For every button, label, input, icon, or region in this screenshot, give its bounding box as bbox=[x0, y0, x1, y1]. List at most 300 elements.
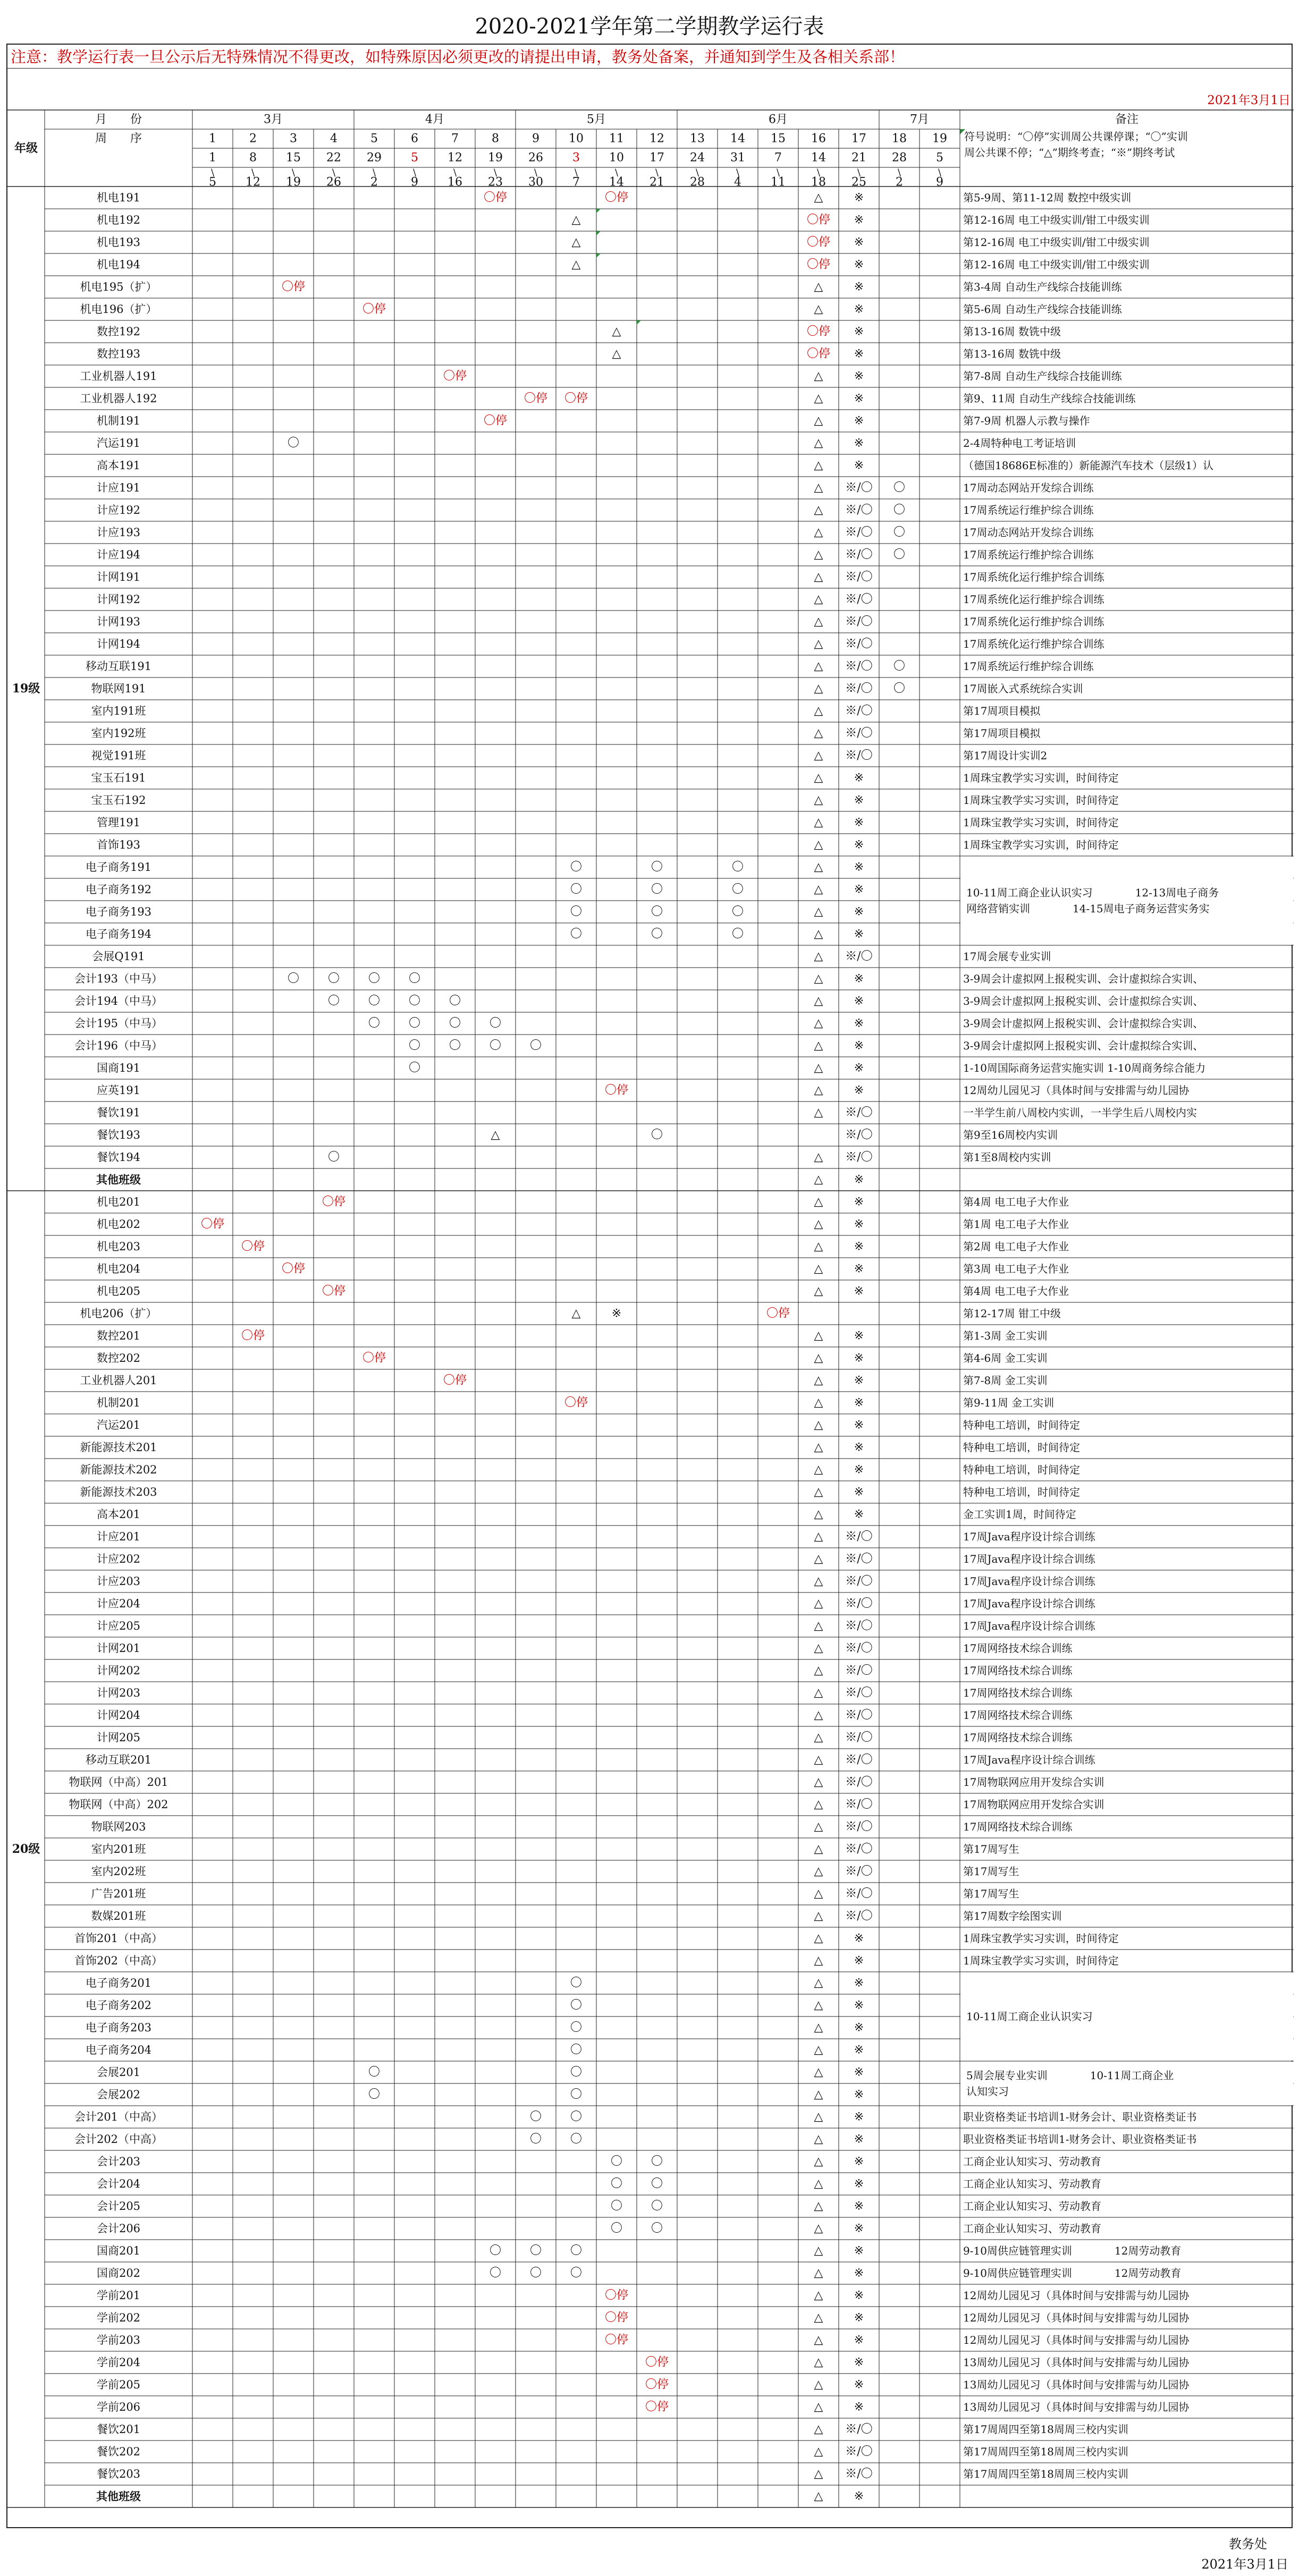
schedule-mark: ※ bbox=[854, 1418, 864, 1432]
week-start-day: 26 bbox=[528, 151, 543, 165]
schedule-mark: △ bbox=[814, 2043, 823, 2057]
class-name: 汽运191 bbox=[96, 437, 141, 450]
class-name: 汽运201 bbox=[96, 1419, 141, 1431]
schedule-mark: 〇停 bbox=[645, 2355, 669, 2369]
schedule-mark: 〇停 bbox=[443, 1374, 467, 1387]
schedule-mark: 〇停 bbox=[362, 302, 386, 316]
schedule-mark: △ bbox=[814, 1039, 823, 1053]
schedule-mark: ※/〇 bbox=[845, 2445, 873, 2459]
table-row bbox=[91, 749, 1047, 762]
schedule-mark: ※ bbox=[854, 2199, 864, 2213]
schedule-mark: 〇 bbox=[408, 1061, 421, 1075]
table-row bbox=[97, 1396, 1054, 1410]
class-name: 计应202 bbox=[96, 1553, 141, 1565]
class-name: 餐饮193 bbox=[96, 1129, 141, 1141]
legend-text: 周公共课不停；“△”期终考查；“※”期终考试 bbox=[964, 146, 1175, 159]
remark-text: 1周珠宝教学实习实训，时间待定 bbox=[963, 816, 1119, 829]
class-name: 机制191 bbox=[96, 414, 141, 427]
schedule-mark: ※ bbox=[854, 1374, 864, 1387]
schedule-mark: 〇 bbox=[287, 972, 300, 986]
schedule-mark: ※/〇 bbox=[845, 615, 873, 629]
schedule-mark: △ bbox=[814, 1106, 823, 1120]
schedule-mark: ※ bbox=[854, 2132, 864, 2146]
week-end-day: 7 bbox=[572, 175, 580, 189]
class-name: 高本191 bbox=[96, 459, 141, 472]
class-name: 电子商务191 bbox=[85, 861, 152, 874]
schedule-mark: △ bbox=[814, 1507, 823, 1521]
remark-text: 17周Java程序设计综合训练 bbox=[963, 1575, 1095, 1588]
schedule-mark: △ bbox=[814, 838, 823, 852]
class-name: 学前206 bbox=[96, 2401, 141, 2413]
remark-text: 17周Java程序设计综合训练 bbox=[963, 1530, 1095, 1543]
schedule-mark: 〇 bbox=[610, 2155, 623, 2168]
schedule-mark: △ bbox=[814, 1173, 823, 1187]
table-row bbox=[97, 615, 1104, 629]
schedule-mark: △ bbox=[814, 1664, 823, 1677]
schedule-mark: 〇 bbox=[651, 2155, 663, 2168]
table-row bbox=[97, 191, 1131, 205]
table-row bbox=[91, 727, 1041, 740]
schedule-mark: ※ bbox=[854, 1329, 864, 1343]
remark-text: 第17周设计实训2 bbox=[963, 749, 1048, 762]
table-row bbox=[97, 1151, 1051, 1164]
table-row bbox=[86, 883, 864, 896]
table-row bbox=[80, 303, 1122, 316]
remark-text: 17周系统化运行维护综合训练 bbox=[963, 593, 1104, 606]
class-name: 数控193 bbox=[96, 348, 141, 360]
remark-text: 17周会展专业实训 bbox=[963, 950, 1051, 963]
page-title: 2020-2021学年第二学期教学运行表 bbox=[475, 14, 824, 39]
table-row bbox=[74, 972, 1203, 986]
schedule-mark: 〇 bbox=[570, 2244, 583, 2258]
schedule-mark: △ bbox=[814, 1998, 823, 2012]
week-number: 11 bbox=[609, 132, 624, 146]
schedule-mark: △ bbox=[814, 1150, 823, 1164]
remark-text: 1周珠宝教学实习实训，时间待定 bbox=[963, 1954, 1119, 1967]
remark-text: 17周动态网站开发综合训练 bbox=[963, 481, 1094, 494]
remark-text: 工商企业认知实习、劳动教育 bbox=[963, 2222, 1101, 2235]
schedule-mark: ※ bbox=[854, 1931, 864, 1945]
table-row bbox=[74, 2133, 1197, 2146]
schedule-mark: ※/〇 bbox=[845, 1574, 873, 1588]
schedule-mark: △ bbox=[814, 526, 823, 539]
remark-text: 工商企业认知实习、劳动教育 bbox=[963, 2155, 1101, 2168]
class-name: 数控201 bbox=[96, 1329, 141, 1342]
schedule-mark: 〇 bbox=[610, 2177, 623, 2191]
month-label: 6月 bbox=[769, 113, 788, 126]
remark-text: 12周幼儿园见习（具体时间与安排需与幼儿园协 bbox=[963, 1084, 1190, 1097]
schedule-mark: △ bbox=[814, 1909, 823, 1923]
remark-text: 第17周项目模拟 bbox=[963, 705, 1041, 717]
remark-text: 第2周 电工电子大作业 bbox=[963, 1240, 1069, 1253]
table-row bbox=[97, 2267, 1181, 2280]
table-row bbox=[97, 2468, 1128, 2481]
schedule-mark: 〇 bbox=[408, 994, 421, 1008]
week-start-day: 12 bbox=[448, 151, 462, 165]
remark-header: 备注 bbox=[1115, 113, 1139, 126]
week-start-day: 31 bbox=[730, 151, 745, 165]
remark-text: 第12-16周 电工中级实训/钳工中级实训 bbox=[963, 236, 1150, 249]
schedule-mark: ※ bbox=[854, 235, 864, 249]
week-number: 13 bbox=[690, 132, 705, 146]
schedule-mark: 〇 bbox=[731, 883, 744, 896]
schedule-mark: 〇 bbox=[651, 883, 663, 896]
table-row bbox=[97, 325, 1061, 338]
class-name: 机制201 bbox=[96, 1396, 141, 1409]
schedule-mark: 〇 bbox=[651, 860, 663, 874]
schedule-mark: △ bbox=[814, 191, 823, 205]
week-header: 周 序 bbox=[95, 132, 142, 146]
schedule-mark: △ bbox=[814, 2065, 823, 2079]
class-name: 新能源技术203 bbox=[80, 1486, 157, 1498]
schedule-mark: △ bbox=[814, 2333, 823, 2347]
schedule-mark: △ bbox=[814, 927, 823, 941]
schedule-mark: 〇停 bbox=[604, 2289, 629, 2302]
schedule-mark: △ bbox=[814, 2222, 823, 2235]
remark-text: 第17周周四至第18周周三校内实训 bbox=[963, 2445, 1128, 2458]
schedule-mark: △ bbox=[814, 883, 823, 896]
schedule-mark: △ bbox=[814, 659, 823, 673]
schedule-mark: ※ bbox=[854, 1976, 864, 1990]
schedule-mark: △ bbox=[814, 2177, 823, 2191]
schedule-mark: 〇 bbox=[570, 2266, 583, 2280]
schedule-mark: 〇 bbox=[327, 1150, 340, 1164]
schedule-mark: 〇停 bbox=[362, 1351, 386, 1365]
schedule-mark: ※ bbox=[854, 1485, 864, 1499]
schedule-mark: △ bbox=[814, 994, 823, 1008]
table-row bbox=[80, 370, 1122, 383]
schedule-mark: ※ bbox=[854, 1954, 864, 1968]
schedule-mark: ※ bbox=[854, 2489, 864, 2503]
class-name: 数控192 bbox=[96, 325, 141, 338]
table-row bbox=[86, 2044, 864, 2057]
week-end-day: 14 bbox=[609, 175, 624, 189]
table-row bbox=[97, 2423, 1128, 2436]
schedule-mark: △ bbox=[814, 481, 823, 495]
remark-text: 职业资格类证书培训1-财务会计、职业资格类证书 bbox=[963, 2111, 1197, 2123]
remark-text: （德国18686E标准的）新能源汽车技术（层级1）认 bbox=[963, 459, 1213, 472]
month-label: 7月 bbox=[910, 113, 929, 126]
grade-label: 19级 bbox=[12, 682, 40, 696]
class-name: 室内201班 bbox=[91, 1843, 146, 1855]
schedule-mark: ※ bbox=[854, 1061, 864, 1075]
class-name: 移动互联201 bbox=[85, 1753, 152, 1766]
class-name: 会计196（中马） bbox=[74, 1039, 163, 1052]
schedule-mark: ※ bbox=[854, 302, 864, 316]
schedule-mark: △ bbox=[814, 548, 823, 562]
class-name: 其他班级 bbox=[96, 2489, 141, 2503]
schedule-mark: ※/〇 bbox=[845, 659, 873, 673]
remark-text: 特种电工培训，时间待定 bbox=[963, 1486, 1080, 1498]
week-end-day: 26 bbox=[326, 175, 341, 189]
schedule-mark: △ bbox=[814, 1083, 823, 1097]
class-name: 会计202（中高） bbox=[74, 2133, 163, 2146]
table-row bbox=[80, 1307, 1061, 1320]
week-end-day: 28 bbox=[690, 175, 705, 189]
schedule-mark: 〇 bbox=[570, 927, 583, 941]
schedule-mark: ※ bbox=[854, 1016, 864, 1030]
schedule-mark: ※/〇 bbox=[845, 1641, 873, 1655]
class-name: 计应191 bbox=[96, 481, 141, 494]
schedule-mark: 〇 bbox=[489, 1039, 502, 1053]
table-row bbox=[97, 2222, 1101, 2235]
schedule-mark: 〇 bbox=[570, 905, 583, 919]
schedule-mark: 〇停 bbox=[604, 2311, 629, 2325]
class-name: 国商191 bbox=[96, 1062, 141, 1074]
week-separator: \ bbox=[493, 167, 497, 179]
schedule-mark: △ bbox=[814, 816, 823, 829]
table-row bbox=[97, 1196, 1069, 1209]
week-end-day: 18 bbox=[811, 175, 826, 189]
remark-text: 2-4周特种电工考证培训 bbox=[963, 437, 1076, 450]
remark-text: 17周动态网站开发综合训练 bbox=[963, 526, 1094, 539]
schedule-mark: 〇 bbox=[651, 2222, 663, 2235]
merged-remark-cell bbox=[960, 2062, 1293, 2105]
schedule-mark: △ bbox=[814, 749, 823, 762]
schedule-mark: 〇 bbox=[327, 994, 340, 1008]
table-row bbox=[97, 1129, 1058, 1142]
table-row bbox=[97, 2177, 1101, 2191]
schedule-mark: ※/〇 bbox=[845, 749, 873, 762]
remark-text: 17周网络技术综合训练 bbox=[963, 1820, 1073, 1833]
class-name: 会计201（中高） bbox=[74, 2111, 163, 2123]
class-name: 室内202班 bbox=[91, 1865, 146, 1878]
class-name: 会计203 bbox=[96, 2155, 141, 2168]
week-number: 6 bbox=[411, 132, 418, 146]
table-row bbox=[97, 1106, 1197, 1120]
class-name: 计应193 bbox=[96, 526, 141, 539]
schedule-mark: △ bbox=[814, 2266, 823, 2280]
week-end-day: 5 bbox=[209, 175, 216, 189]
class-name: 物联网203 bbox=[91, 1820, 146, 1833]
schedule-mark: △ bbox=[814, 771, 823, 785]
week-number: 10 bbox=[569, 132, 584, 146]
table-row bbox=[97, 838, 1119, 852]
table-row bbox=[91, 1865, 1019, 1878]
class-name: 会展201 bbox=[96, 2066, 141, 2079]
schedule-mark: ※/〇 bbox=[845, 1597, 873, 1611]
schedule-mark: ※ bbox=[854, 325, 864, 338]
schedule-mark: ※/〇 bbox=[845, 950, 873, 963]
schedule-mark: ※ bbox=[854, 1195, 864, 1209]
schedule-mark: 〇 bbox=[570, 2043, 583, 2057]
schedule-mark: 〇 bbox=[529, 2110, 542, 2124]
schedule-mark: △ bbox=[814, 1374, 823, 1387]
schedule-mark: 〇 bbox=[893, 659, 906, 673]
remark-text: 第17周写生 bbox=[963, 1843, 1019, 1855]
table-row bbox=[97, 459, 1213, 472]
schedule-mark: △ bbox=[814, 1820, 823, 1834]
month-header: 月 份 bbox=[95, 113, 142, 126]
remark-text: 1周珠宝教学实习实训，时间待定 bbox=[963, 838, 1119, 851]
schedule-mark: 〇 bbox=[651, 2199, 663, 2213]
remark-text: 9-10周供应链管理实训 12周劳动教育 bbox=[963, 2267, 1182, 2280]
week-number: 7 bbox=[451, 132, 459, 146]
week-number: 4 bbox=[330, 132, 338, 146]
class-name: 计应204 bbox=[96, 1597, 141, 1610]
class-name: 宝玉石191 bbox=[91, 772, 146, 784]
table-row bbox=[97, 2155, 1101, 2168]
schedule-mark: ※ bbox=[854, 2266, 864, 2280]
schedule-mark: 〇 bbox=[570, 1976, 583, 1990]
class-name: 会计194（中马） bbox=[74, 995, 163, 1007]
class-name: 学前203 bbox=[96, 2334, 141, 2346]
remark-text: 第1周 电工电子大作业 bbox=[963, 1218, 1069, 1231]
remark-text: 第4-6周 金工实训 bbox=[963, 1352, 1048, 1365]
schedule-mark: ※ bbox=[854, 2378, 864, 2392]
class-name: 餐饮202 bbox=[96, 2445, 141, 2458]
schedule-mark: ※/〇 bbox=[845, 1619, 873, 1633]
schedule-mark: ※ bbox=[854, 1998, 864, 2012]
class-name: 首饰193 bbox=[96, 838, 141, 851]
class-name: 会展202 bbox=[96, 2088, 141, 2101]
schedule-mark: 〇 bbox=[408, 972, 421, 986]
class-name: 机电203 bbox=[96, 1240, 141, 1253]
schedule-mark: △ bbox=[814, 1775, 823, 1789]
remark-text: 第1至8周校内实训 bbox=[963, 1151, 1051, 1164]
schedule-mark: 〇停 bbox=[564, 1396, 588, 1410]
schedule-mark: △ bbox=[814, 592, 823, 606]
schedule-mark: ※/〇 bbox=[845, 1842, 873, 1856]
class-name: 会展Q191 bbox=[92, 950, 145, 963]
week-number: 15 bbox=[771, 132, 786, 146]
schedule-mark: ※/〇 bbox=[845, 726, 873, 740]
table-row bbox=[91, 682, 1083, 696]
schedule-mark: ※/〇 bbox=[845, 637, 873, 651]
table-row bbox=[97, 816, 1119, 829]
class-name: 机电196（扩） bbox=[80, 303, 157, 316]
table-row bbox=[74, 1017, 1203, 1030]
class-name: 机电195（扩） bbox=[80, 281, 157, 293]
schedule-mark: 〇 bbox=[893, 548, 906, 562]
schedule-mark: ※ bbox=[854, 2088, 864, 2102]
table-row bbox=[97, 504, 1094, 517]
schedule-mark: △ bbox=[814, 1195, 823, 1209]
schedule-mark: 〇 bbox=[368, 2065, 381, 2079]
class-name: 室内191班 bbox=[91, 705, 146, 717]
schedule-mark: △ bbox=[814, 1061, 823, 1075]
week-end-day: 30 bbox=[528, 175, 543, 189]
remark-text: 第7-8周 自动生产线综合技能训练 bbox=[963, 370, 1122, 383]
remark-text: 17周Java程序设计综合训练 bbox=[963, 1620, 1095, 1632]
schedule-mark: 〇 bbox=[449, 994, 461, 1008]
schedule-mark: 〇停 bbox=[604, 2333, 629, 2347]
schedule-mark: △ bbox=[814, 2422, 823, 2436]
remark-text: 17周系统化运行维护综合训练 bbox=[963, 615, 1104, 628]
schedule-mark: 〇 bbox=[327, 972, 340, 986]
week-number: 19 bbox=[932, 132, 947, 146]
schedule-mark: △ bbox=[571, 213, 581, 227]
table-row bbox=[80, 1441, 1080, 1454]
remark-text: 3-9周会计虚拟网上报税实训、会计虚拟综合实训、 bbox=[963, 972, 1204, 985]
class-name: 机电206（扩） bbox=[80, 1307, 157, 1320]
schedule-mark: △ bbox=[814, 1284, 823, 1298]
month-label: 4月 bbox=[425, 113, 444, 126]
schedule-mark: ※ bbox=[854, 191, 864, 205]
schedule-mark: 〇停 bbox=[443, 369, 467, 383]
schedule-mark: 〇停 bbox=[524, 392, 548, 405]
schedule-mark: ※/〇 bbox=[845, 526, 873, 539]
class-name: 机电192 bbox=[96, 214, 141, 226]
week-start-day: 17 bbox=[650, 151, 664, 165]
week-number: 16 bbox=[811, 132, 826, 146]
schedule-mark: ※/〇 bbox=[845, 2422, 873, 2436]
schedule-mark: 〇 bbox=[570, 2021, 583, 2035]
schedule-grid bbox=[7, 69, 1294, 2529]
schedule-mark: 〇停 bbox=[483, 414, 508, 428]
schedule-mark: ※ bbox=[854, 771, 864, 785]
remark-text: 第17周写生 bbox=[963, 1887, 1019, 1900]
table-row bbox=[91, 1843, 1019, 1856]
table-row bbox=[92, 950, 1051, 963]
schedule-mark: 〇 bbox=[570, 1998, 583, 2012]
week-separator: \ bbox=[655, 167, 659, 179]
schedule-mark: △ bbox=[814, 793, 823, 807]
schedule-mark: 〇停 bbox=[241, 1240, 265, 1253]
remark-text: 一半学生前八周校内实训，一半学生后八周校内实 bbox=[963, 1106, 1197, 1119]
table-row bbox=[97, 1687, 1073, 1700]
class-name: 电子商务194 bbox=[85, 928, 152, 940]
schedule-mark: ※ bbox=[854, 2355, 864, 2369]
schedule-mark: 〇 bbox=[893, 503, 906, 517]
schedule-mark: △ bbox=[814, 459, 823, 472]
schedule-mark: 〇 bbox=[287, 436, 300, 450]
table-row bbox=[97, 414, 1090, 428]
schedule-mark: △ bbox=[814, 2110, 823, 2124]
remark-text: 特种电工培训，时间待定 bbox=[963, 1463, 1080, 1476]
week-end-day: 9 bbox=[936, 175, 943, 189]
class-name: 会计193（中马） bbox=[74, 972, 163, 985]
schedule-mark: △ bbox=[814, 1396, 823, 1410]
schedule-mark: △ bbox=[814, 1574, 823, 1588]
table-row bbox=[97, 1642, 1073, 1655]
schedule-mark: ※ bbox=[854, 2065, 864, 2079]
class-name: 计网191 bbox=[96, 571, 141, 583]
class-name: 工业机器人192 bbox=[80, 392, 157, 405]
week-number: 2 bbox=[249, 132, 257, 146]
class-name: 工业机器人201 bbox=[80, 1374, 157, 1387]
remark-text: 17周Java程序设计综合训练 bbox=[963, 1597, 1095, 1610]
footer-dept: 教务处 bbox=[1229, 2537, 1267, 2552]
table-row bbox=[97, 593, 1104, 606]
schedule-mark: 〇停 bbox=[806, 258, 831, 272]
schedule-mark: ※ bbox=[854, 2110, 864, 2124]
week-number: 5 bbox=[370, 132, 378, 146]
schedule-mark: ※ bbox=[854, 972, 864, 986]
schedule-mark: △ bbox=[571, 235, 581, 249]
schedule-mark: ※ bbox=[854, 2043, 864, 2057]
class-name: 计网192 bbox=[96, 593, 141, 606]
table-row bbox=[97, 2088, 864, 2102]
remark-text: 第13-16周 数铣中级 bbox=[963, 348, 1061, 360]
schedule-mark: △ bbox=[814, 2311, 823, 2325]
week-separator: \ bbox=[816, 167, 821, 179]
week-separator: \ bbox=[412, 167, 417, 179]
remark-text: 第13-16周 数铣中级 bbox=[963, 325, 1061, 338]
class-name: 会计205 bbox=[96, 2200, 141, 2213]
schedule-mark: △ bbox=[612, 325, 621, 338]
week-start-day: 3 bbox=[572, 151, 580, 165]
schedule-mark: △ bbox=[814, 860, 823, 874]
remark-text: 13周幼儿园见习（具体时间与安排需与幼儿园协 bbox=[963, 2378, 1190, 2391]
schedule-mark: ※ bbox=[854, 905, 864, 919]
schedule-mark: △ bbox=[814, 436, 823, 450]
week-end-day: 4 bbox=[734, 175, 741, 189]
class-name: 其他班级 bbox=[96, 1173, 141, 1187]
week-end-day: 16 bbox=[448, 175, 462, 189]
schedule-mark: ※ bbox=[854, 1351, 864, 1365]
table-row bbox=[97, 548, 1094, 562]
